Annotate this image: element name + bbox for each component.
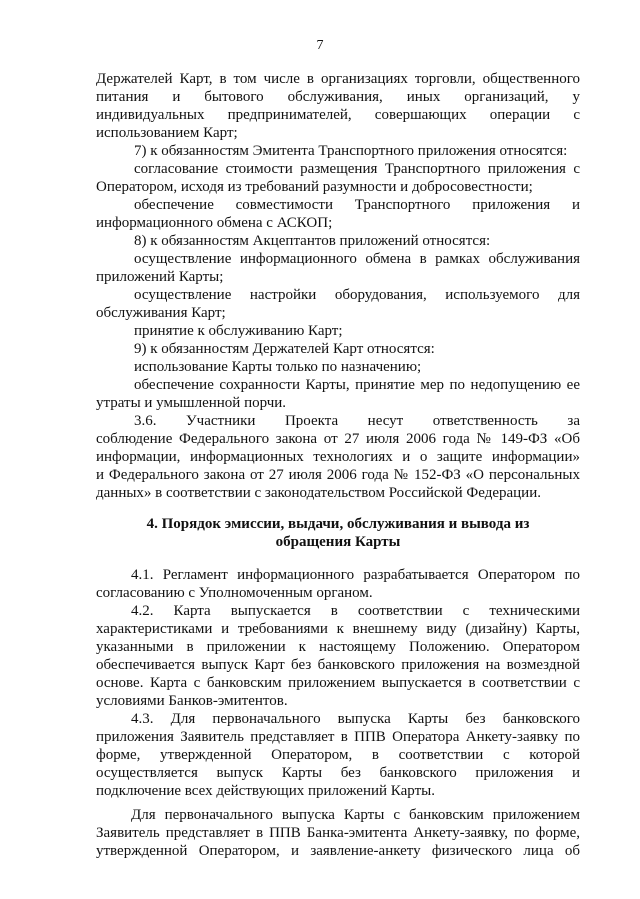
text-line: принятие к обслуживанию Карт; <box>134 323 343 339</box>
text-line: информационного обмена с АСКОП; <box>96 215 333 231</box>
text-line: осуществление информационного обмена в рамках обслуживания <box>134 251 580 267</box>
text-line: Оператором, исходя из требований разумности и добросовестности; <box>96 179 533 195</box>
text-line: приложений Карты; <box>96 269 224 285</box>
text-line: обеспечение совместимости Транспортного приложения и <box>134 197 580 213</box>
text-line: подключение всех действующих приложений Карты. <box>96 783 435 799</box>
text-line: 4.2. Карта выпускается в соответствии с техническими <box>131 603 580 619</box>
text-line: 9) к обязанностям Держателей Карт относятся: <box>134 341 435 357</box>
text-line: приложения Заявитель представляет в ППВ Оператора Анкету-заявку по <box>96 729 580 745</box>
text-line: утвержденной Оператором, и заявление-анкету физического лица об <box>96 843 580 859</box>
text-line: индивидуальных предпринимателей, совершающих операции с <box>96 107 580 123</box>
text-line: утраты и умышленной порчи. <box>96 395 287 411</box>
text-line: данных» в соответствии с законодательством Российской Федерации. <box>96 485 541 501</box>
section-heading: 4. Порядок эмиссии, выдачи, обслуживания и вывода из <box>146 516 530 532</box>
text-line: обеспечение сохранности Карты, принятие мер по недопущению ее <box>134 377 580 393</box>
text-line: информации, информационных технологиях и о защите информации» <box>96 449 580 465</box>
text-line: 4.1. Регламент информационного разрабатывается Оператором по <box>131 567 580 583</box>
text-line: указанными в приложении к настоящему Положению. Оператором <box>96 639 580 655</box>
text-line: Заявитель представляет в ППВ Банка-эмитента Анкету-заявку, по форме, <box>96 825 580 841</box>
text-line: обеспечивается выпуск Карт без банковского приложения на возмездной <box>96 657 580 673</box>
text-line: использование Карты только по назначению; <box>134 359 422 375</box>
text-line: характеристиками и требованиями к внешнему виду (дизайну) Карты, <box>96 621 580 637</box>
text-line: 4.3. Для первоначального выпуска Карты без банковского <box>131 711 580 727</box>
text-line: Для первоначального выпуска Карты с банковским приложением <box>131 807 580 823</box>
text-line: согласованию с Уполномоченным органом. <box>96 585 373 601</box>
text-line: питания и бытового обслуживания, иных организаций, у <box>96 89 580 105</box>
text-line: 8) к обязанностям Акцептантов приложений относятся: <box>134 233 491 249</box>
text-line: осуществление настройки оборудования, используемого для <box>134 287 580 303</box>
text-line: форме, утвержденной Оператором, в соответствии с которой <box>96 747 580 763</box>
text-line: использованием Карт; <box>96 125 238 141</box>
text-line: условиями Банков-эмитентов. <box>96 693 288 709</box>
text-line: соблюдение Федерального закона от 27 июля 2006 года № 149-ФЗ «Об <box>96 431 580 447</box>
section-heading: обращения Карты <box>275 534 401 550</box>
text-line: Держателей Карт, в том числе в организациях торговли, общественного <box>96 71 580 87</box>
page-number: 7 <box>316 38 324 53</box>
text-line: согласование стоимости размещения Транспортного приложения с <box>134 161 580 177</box>
text-line: и Федерального закона от 27 июля 2006 года № 152-ФЗ «О персональных <box>96 467 580 483</box>
text-line: осуществляется выпуск Карты без банковского приложения и <box>96 765 580 781</box>
text-line: основе. Карта с банковским приложением выпускается в соответствии с <box>96 675 580 691</box>
text-line: 3.6. Участники Проекта несут ответственность за <box>134 413 580 429</box>
text-line: 7) к обязанностям Эмитента Транспортного приложения относятся: <box>134 143 568 159</box>
text-line: обслуживания Карт; <box>96 305 226 321</box>
